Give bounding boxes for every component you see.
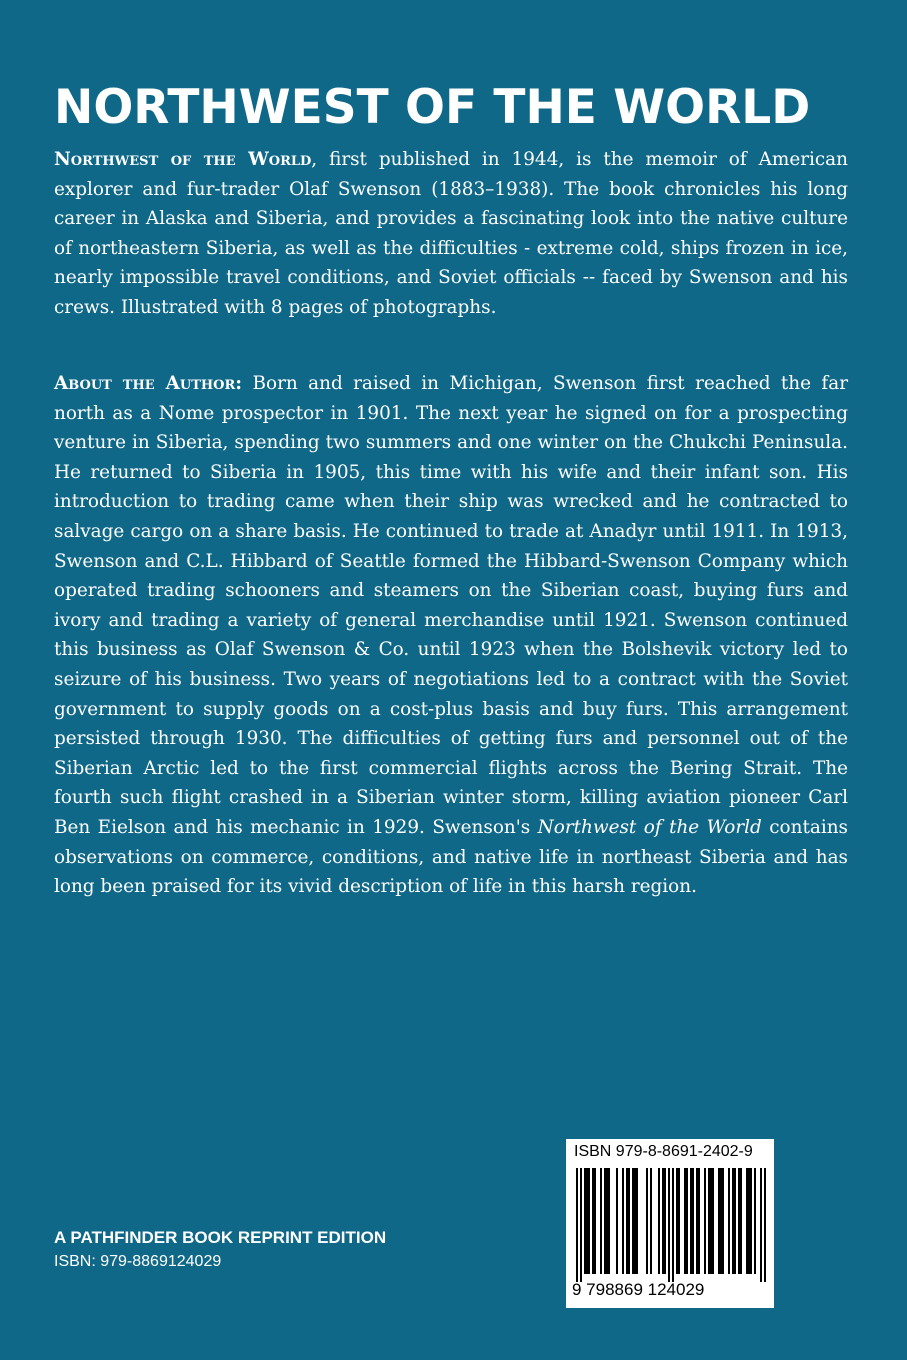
barcode-bar (650, 1168, 652, 1274)
book-description (54, 145, 848, 323)
about-italic-title: Northwest of the World (537, 816, 762, 838)
barcode-bar (676, 1168, 678, 1274)
book-title: NORTHWEST OF THE WORLD (54, 80, 811, 135)
barcode-bar (764, 1168, 766, 1282)
barcode-bar (738, 1168, 740, 1274)
barcode-bar (586, 1168, 588, 1274)
barcode-bar (664, 1168, 666, 1274)
barcode-bar (646, 1168, 648, 1274)
about-the-author (54, 369, 848, 902)
barcode-bar (588, 1168, 590, 1274)
barcode-bar (678, 1168, 680, 1274)
barcode-bar (732, 1168, 734, 1274)
barcode-bar (658, 1168, 660, 1274)
barcode-bar (708, 1168, 710, 1274)
barcode-bar (740, 1168, 742, 1274)
about-lead: About the Author: (54, 373, 243, 394)
barcode-bar (668, 1168, 670, 1282)
barcode-bar (604, 1168, 606, 1274)
description-text: , first published in 1944, is the memoir of American explorer and fur-trader Olaf Swenson (1883–1938). The book chronicles his long career in Alaska and Siberia, and provides a fascinating look into the native culture of northeastern Siberia, as well as the difficulties - extreme cold, ships frozen in ice, nearly impossible travel conditions, and Soviet officials -- faced by Swenson and his crews. Illustrated with 8 pages of photographs. (54, 149, 848, 318)
barcode-bar (760, 1168, 762, 1282)
barcode-bar (600, 1168, 602, 1274)
description-lead: Northwest of the World (54, 149, 312, 170)
edition-label: A PATHFINDER BOOK REPRINT EDITION (54, 1228, 387, 1247)
barcode-bar (748, 1168, 750, 1274)
barcode-bar (712, 1168, 714, 1274)
barcode-bar (704, 1168, 706, 1274)
barcode-bar (576, 1168, 578, 1282)
barcode-bar (592, 1168, 594, 1274)
barcode-bar (636, 1168, 638, 1274)
barcode-isbn-label: ISBN 979-8-8691-2402-9 (574, 1143, 753, 1160)
about-text-before: Born and raised in Michigan, Swenson first reached the far north as a Nome prospector in 1901. The next year he signed on for a prospecting venture in Siberia, spending two summers and one winter on the Chukchi Peninsula. He returned to Siberia in 1905, this time with his wife and their infant son. His introduction to trading came when their ship was wrecked and he contracted to salvage cargo on a share basis. He continued to trade at Anadyr until 1911. In 1913, Swenson and C.L. Hibbard of Seattle formed the Hibbard-Swenson Company which operated trading schooners and steamers on the Siberian coast, buying furs and ivory and trading a variety of general merchandise until 1921. Swenson continued this business as Olaf Swenson & Co. until 1923 when the Bolshevik victory led to seizure of his business. Two years of negotiations led to a contract with the Soviet government to supply goods on a cost-plus basis and buy furs. This arrangement persisted through 1930. The difficulties of getting furs and personnel out of the Siberian Arctic led to the first commercial flights across the Bering Strait. The fourth such flight crashed in a Siberian winter storm, killing aviation pioneer Carl Ben Eielson and his mechanic in 1929. Swenson's (54, 373, 848, 838)
barcode-bar (718, 1168, 720, 1274)
barcode-bar (698, 1168, 700, 1274)
barcode-bar (750, 1168, 752, 1274)
barcode-bar (746, 1168, 748, 1274)
barcode-bar (710, 1168, 712, 1274)
barcode-bar (584, 1168, 586, 1274)
barcode-bar (606, 1168, 608, 1274)
barcode-bar (616, 1168, 618, 1274)
barcode-bar (580, 1168, 582, 1282)
barcode-bar (662, 1168, 664, 1274)
barcode-bar (692, 1168, 694, 1274)
barcode-bar (684, 1168, 686, 1274)
barcode-bar (754, 1168, 756, 1274)
barcode-bar (720, 1168, 722, 1274)
barcode-block (566, 1139, 774, 1308)
barcode-bar (728, 1168, 730, 1274)
barcode-bar (632, 1168, 634, 1274)
barcode-bar (672, 1168, 674, 1282)
about-text-after: contains observations on commerce, conditions, and native life in northeast Siberia and has long been praised for its vivid description of life in this harsh region. (54, 816, 848, 898)
barcode-bar (626, 1168, 628, 1274)
isbn-text: ISBN: 979-8869124029 (54, 1253, 222, 1270)
barcode-bar (628, 1168, 630, 1274)
barcode-bar (722, 1168, 724, 1274)
barcode-bar (686, 1168, 688, 1274)
barcode-bar (594, 1168, 596, 1274)
barcode-bar (696, 1168, 698, 1274)
barcode-bar (634, 1168, 636, 1274)
barcode-bar (690, 1168, 692, 1274)
barcode-bar (734, 1168, 736, 1274)
barcode-icon (566, 1164, 774, 1284)
barcode-bar (608, 1168, 610, 1274)
barcode-digits: 9 798869 124029 (572, 1280, 705, 1299)
barcode-bar (622, 1168, 624, 1274)
